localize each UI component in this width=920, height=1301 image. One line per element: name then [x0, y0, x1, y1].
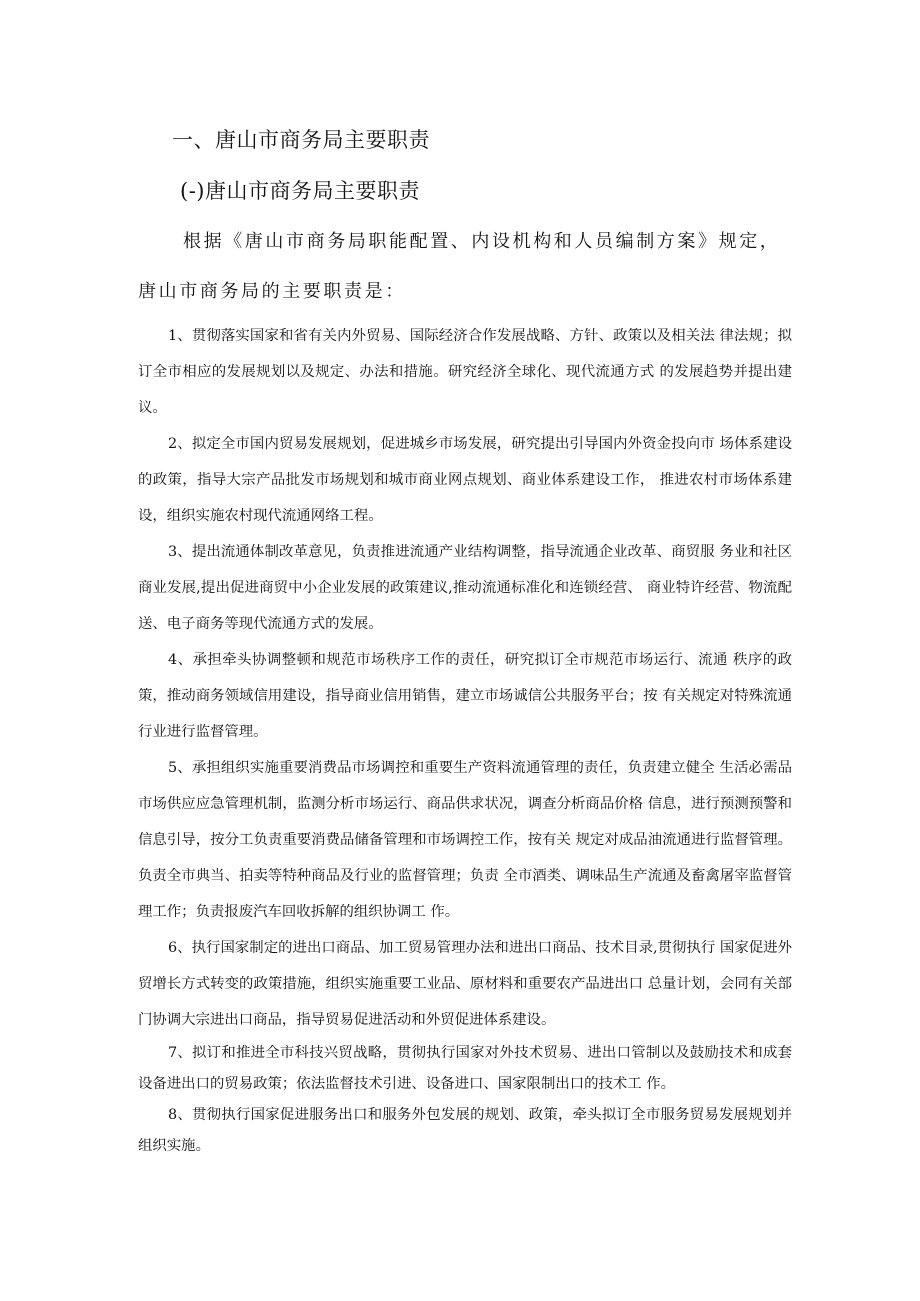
duty-item-2: 2、拟定全市国内贸易发展规划，促进城乡市场发展，研究提出引导国内外资金投向市 场体系建设的政策，指导大宗产品批发市场规划和城市商业网点规划、商业体系建设工作， 推进农村市场体系建设，组织实施农村现代流通网络工程。	[138, 436, 792, 524]
duty-item-7: 7、拟订和推进全市科技兴贸战略，贯彻执行国家对外技术贸易、进出口管制以及鼓励技术和成套设备进出口的贸易政策；依法监督技术引进、设备进口、国家限制出口的技术工 作。	[138, 1045, 792, 1092]
section-heading: 一、唐山市商务局主要职责	[172, 128, 430, 152]
duty-item-5: 5、承担组织实施重要消费品市场调控和重要生产资料流通管理的责任，负责建立健全 生活必需品市场供应应急管理机制，监测分析市场运行、商品供求状况，调查分析商品价格 信息，进行预测预警和信息引导，按分工负责重要消费品储备管理和市场调控工作，按有关 规定对成品油流通进行监督管理。负责全市典当、拍卖等特种商品及行业的监督管理；负责 全市酒类、调味品生产流通及畜禽屠宰监督管理工作；负责报废汽车回收拆解的组织协调工 作。	[138, 760, 792, 920]
duty-item-3: 3、提出流通体制改革意见，负责推进流通产业结构调整，指导流通企业改革、商贸服 务业和社区商业发展,提出促进商贸中小企业发展的政策建议,推动流通标准化和连锁经营、 商业特许经营、物流配送、电子商务等现代流通方式的发展。	[138, 544, 792, 632]
duty-item-8: 8、贯彻执行国家促进服务出口和服务外包发展的规划、政策，牵头拟订全市服务贸易发展规划并组织实施。	[138, 1107, 792, 1154]
intro-line-2: 唐山市商务局的主要职责是：	[138, 281, 406, 302]
subsection-heading: (-)唐山市商务局主要职责	[180, 179, 420, 203]
duty-item-4: 4、承担牵头协调整顿和规范市场秩序工作的责任，研究拟订全市规范市场运行、流通 秩序的政策，推动商务领域信用建设，指导商业信用销售，建立市场诚信公共服务平台；按 有关规定对特殊流通行业进行监督管理。	[138, 652, 792, 740]
intro-line-1: 根据《唐山市商务局职能配置、内设机构和人员编制方案》规定，	[183, 231, 781, 252]
duty-item-6: 6、执行国家制定的进出口商品、加工贸易管理办法和进出口商品、技术目录,贯彻执行 国家促进外贸增长方式转变的政策措施，组织实施重要工业品、原材料和重要农产品进出口 总量计划，会同有关部门协调大宗进出口商品，指导贸易促进活动和外贸促进体系建设。	[138, 940, 792, 1028]
duties-list	[138, 318, 792, 1162]
duty-item-1: 1、贯彻落实国家和省有关内外贸易、国际经济合作发展战略、方针、政策以及相关法 律法规；拟订全市相应的发展规划以及规定、办法和措施。研究经济全球化、现代流通方式 的发展趋势并提出建议。	[138, 328, 792, 416]
